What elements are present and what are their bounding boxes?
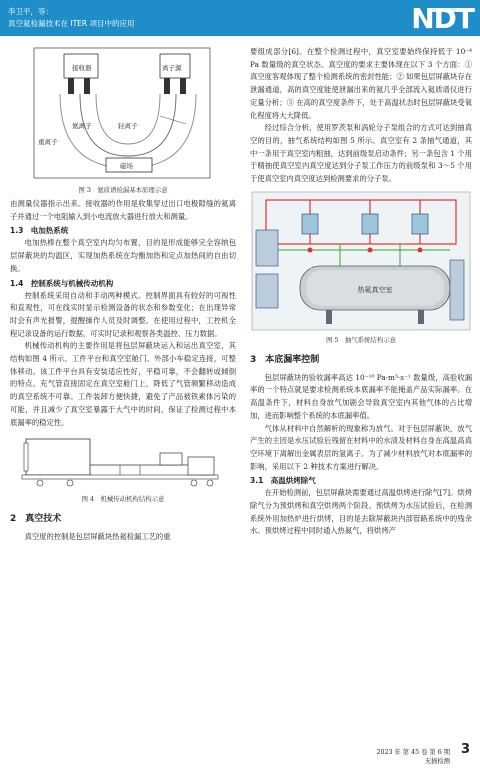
section-heading-1-4: 1.4 控制系统与机械传动机构 (10, 278, 114, 288)
label-heavy-ion: 重离子 (38, 138, 58, 146)
figure-3-diagram (10, 46, 236, 182)
paragraph: 气体从材料中自然解析的现象称为放气。对于包层屏蔽块，放气产生的主因是水压试验后残留在材料中的水渍及材料自身在高温高真空环境下离解出金属表层的氢离子。为了减少材料放气对本底漏率的影响，采用以下 2 种技术方案进行解决。 (250, 423, 472, 471)
journal-logo: NDT (411, 2, 474, 35)
figure-5 (250, 190, 472, 332)
paragraph: 要组成部分[6]。在整个检测过程中，真空室要始终保持低于 10⁻⁴ Pa 数量级的真空状态。真空度的要求主要体现在以下 3 个方面：① 真空度客观体现了整个检测系统的密封性能；② 如果包层屏蔽块存在泄漏通道，高的真空度能使泄漏出来的氦几乎全部流入氦质谱仪进行定量分析；③ 在高的真空度条件下，处于高温状态时包层屏蔽块受氧化程度将大大降低。 (250, 47, 472, 120)
section-heading-2: 2 真空技术 (10, 514, 62, 525)
label-ion-source: 离子源 (162, 64, 182, 72)
label-light-ion: 轻离子 (118, 122, 138, 130)
left-column (10, 46, 236, 544)
label-he-ion: 氦离子 (72, 122, 92, 130)
journal-footer (376, 748, 450, 766)
paragraph: 控制系统采用自动和手动两种模式。控制界面具有较好的可视性和直观性，可在线实时显示检测设备的状态和参数变化；在出现异常时会有声光报警，提醒操作人员及时调整。在使用过程中，工控机全程记录设备的运行数据，可实时记录和观察各类温控、压力数据。 (10, 290, 236, 338)
section-heading-3-1: 3.1 高温烘烤除气 (250, 476, 316, 486)
paragraph: 电加热棒在整个真空室内均匀布置，目的是形成能够完全容纳包层屏蔽块的均温区，实现加热系统在均衡加热和定点加热间的自由切换。 (10, 238, 236, 273)
paragraph: 真空度的控制是包层屏蔽块热氦检漏工艺的重 (24, 532, 171, 542)
chamber-label: 热氦真空室 (357, 285, 393, 294)
paragraph: 经过综合分析，使用罗茨泵和涡轮分子泵组合的方式可达到抽真空的目的，抽气系统结构如图 5 所示。真空室有 2 条抽气通道，其中一条用于真空室内粗抽，达到前级泵启动条件；另一条包含 1 个用于精抽使真空室内真空度达到分子泵工作压力的前级泵和 3～5 个用于使真空室内真空度达到检测要求的分子泵。 (250, 123, 472, 184)
header-title: 真空氦检漏技术在 ITER 项目中的应用 (8, 19, 135, 28)
figure-4 (10, 435, 236, 491)
figure-5-caption: 图 5 抽气系统结构示意 (325, 335, 396, 344)
section-heading-1-3: 1.3 电加热系统 (10, 226, 69, 236)
figure-4-diagram (10, 435, 236, 491)
page-header (0, 0, 480, 36)
label-receiver: 接收器 (72, 64, 92, 72)
right-column (250, 46, 472, 538)
journal-name: 无损检测 (424, 758, 450, 765)
figure-5-diagram (250, 190, 472, 332)
header-authors: 李卫平，等： (8, 7, 53, 16)
paragraph: 由测量仪器指示出来。接收器的作用是收集穿过出口电极隙缝的氦离子并通过一个电阻输入到小电流放大器进行放大和测量。 (10, 199, 236, 221)
label-magnet: 磁场 (120, 162, 133, 170)
paragraph: 在开始检测前，包层屏蔽块需要通过高温烘烤进行除气[7]。烘烤除气分为预烘烤和真空烘烤两个阶段。预烘烤为水压试验后，在检测系统外用加热炉进行烘烤，目的是去除屏蔽块内部管路系统中的残余水。预烘烤过程中同时通入热氮气，将烘烤产 (250, 488, 472, 536)
section-heading-3: 3 本底漏率控制 (250, 354, 320, 365)
journal-issue: 2023 年 第 45 卷 第 6 期 (376, 749, 450, 756)
figure-3-caption: 图 3 氦质谱检漏基本原理示意 (78, 186, 168, 194)
paragraph: 包层屏蔽块的验收漏率高达 10⁻¹⁰ Pa·m³·s⁻¹ 数量级，高验收漏率的一个特点就是要求检测系统本底漏率不能掩盖产品实际漏率。在高温条件下，材料自身放气加剧会导致真空室内其他气体的占比增加，进而影响整个系统的本底漏率值。 (250, 372, 472, 420)
paragraph: 机械传动机构的主要作用是将包层屏蔽块运入和运出真空室，其结构如图 4 所示。工件平台和真空室舱门、外部小车稳定连接，可整体移动。该工件平台具有安装适应性好，平稳可靠，不会翻转或倾倒的特点。充气管直接固定在真空室舱门上，降低了气管频繁移动造成的真空系统不可靠。工件装卸方便快捷，避免了产品被铁素体污染的可能，并且减少了真空室暴露于大气中的时间，保证了检测过程中本底漏率的稳定性。 (10, 341, 236, 427)
figure-3 (10, 46, 236, 182)
page-number: 3 (460, 742, 470, 757)
figure-4-caption: 图 4 机械传动机构结构示意 (81, 495, 165, 504)
